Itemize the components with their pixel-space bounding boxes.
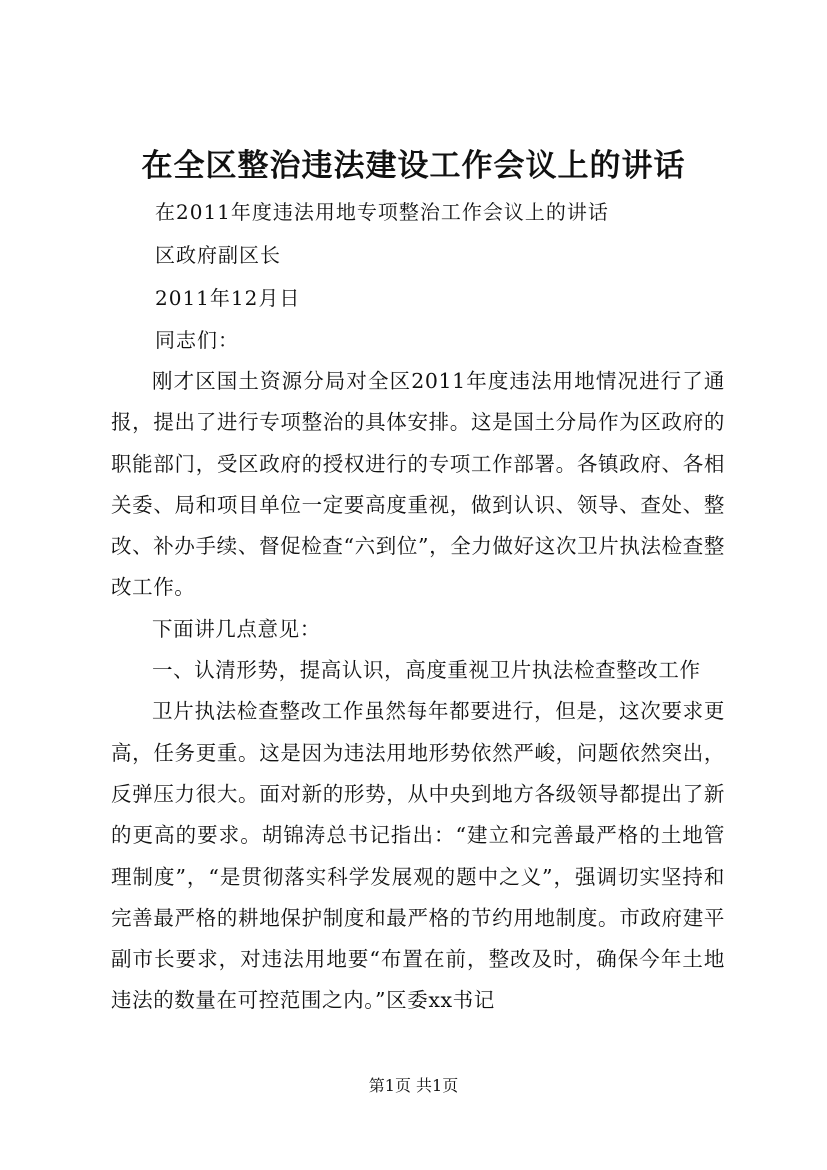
document-subtitle: 在2011年度违法用地专项整治工作会议上的讲话 <box>155 200 609 224</box>
paragraph-opinions: 下面讲几点意见： <box>152 616 321 641</box>
date-line: 2011年12月日 <box>155 286 301 310</box>
body-section-1 <box>111 361 725 1022</box>
document-title: 在全区整治违法建设工作会议上的讲话 <box>141 148 686 184</box>
paragraph-intro: 刚才区国土资源分局对全区2011年度违法用地情况进行了通报，提出了进行专项整治的具体安排。这是国土分局作为区政府的职能部门，受区政府的授权进行的专项工作部署。各镇政府、各相关委、局和项目单位一定要高度重视，做到认识、领导、查处、整改、补办手续、督促检查“六到位”，全力做好这次卫片执法检查整改工作。 <box>111 369 725 600</box>
section-heading-1: 一、认清形势，提高认识，高度重视卫片执法检查整改工作 <box>152 658 701 683</box>
page-footer: 第1页 共1页 <box>368 1076 459 1095</box>
paragraph-situation: 卫片执法检查整改工作虽然每年都要进行，但是，这次要求更高，任务更重。这是因为违法用地形势依然严峻，问题依然突出，反弹压力很大。面对新的形势，从中央到地方各级领导都提出了新的更高的要求。胡锦涛总书记指出：“建立和完善最严格的土地管理制度”，“是贯彻落实科学发展观的题中之义”，强调切实坚持和完善最严格的耕地保护制度和最严格的节约用地制度。市政府建平副市长要求，对违法用地要“布置在前，整改及时，确保今年土地违法的数量在可控范围之内。”区委xx书记 <box>111 699 725 1013</box>
speaker-line: 区政府副区长 <box>155 243 281 267</box>
salutation: 同志们： <box>155 328 239 352</box>
